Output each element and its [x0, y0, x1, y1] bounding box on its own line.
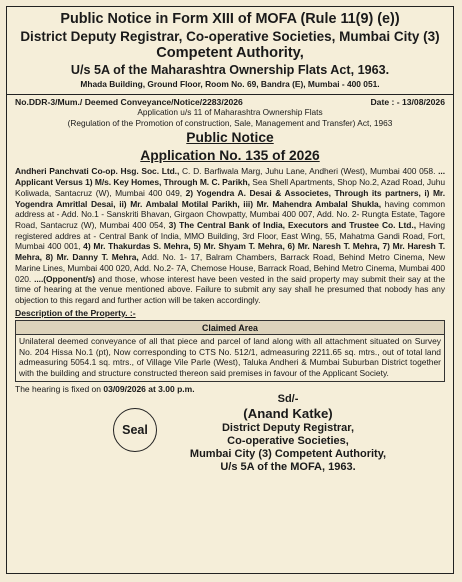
header-form-title: Public Notice in Form XIII of MOFA (Rule 11(9) (e)) [60, 11, 400, 27]
header-divider [7, 94, 453, 95]
notice-title: Public Notice [186, 130, 274, 145]
notice-body [15, 166, 445, 306]
seal-label: Seal [122, 422, 148, 437]
notice-instructions: and those, whose interest have been vested in the said property may submit their say at the time of hearing at the venue mentioned above. Failure to submit any say shall he presumed that nobody has any objection to this regard and further action will be taken accordingly. [15, 273, 445, 306]
application-subheader [15, 107, 445, 129]
header-act: U/s 5A of the Maharashtra Ownership Flats Act, 1963. [70, 62, 390, 77]
signatory-title-1: District Deputy Registrar, [221, 421, 355, 434]
claimed-area-box [15, 320, 445, 382]
header-competent-authority: Competent Authority, [156, 45, 304, 62]
signatory-name: (Anand Katke) [243, 405, 333, 421]
applicant-name: Andheri Panchvati Co-op. Hsg. Soc. Ltd., [15, 166, 180, 177]
signature-block [165, 393, 411, 475]
hearing-date-time: 03/09/2026 at 3.00 p.m. [103, 383, 195, 394]
header-address: Mhada Building, Ground Floor, Room No. 69, Bandra (E), Mumbai - 400 051. [80, 79, 380, 90]
hearing-prefix: The hearing is fixed on [15, 383, 104, 394]
seal-stamp [113, 408, 157, 452]
claimed-area-heading: Claimed Area [16, 321, 444, 335]
subheader-line-2: (Regulation of the Promotion of construction, Sale, Management and Transfer) Act, 1963 [67, 118, 393, 129]
opponents-label: ....(Opponent/s) [34, 273, 96, 284]
signatory-title-4: U/s 5A of the MOFA, 1963. [220, 461, 356, 474]
reference-row [15, 97, 445, 107]
header-authority: District Deputy Registrar, Co-operative Societies, Mumbai City (3) [20, 28, 440, 44]
opponent-1-name: ... Applicant Versus 1) M/s. Key Homes, Through M. C. Parikh, [15, 166, 445, 188]
signed-mark: Sd/- [277, 392, 299, 405]
application-number: Application No. 135 of 2026 [140, 147, 320, 163]
notice-header [15, 11, 445, 89]
opponents-4-8-names: 4) Mr. Thakurdas S. Mehra, 5) Mr. Shyam T. Mehra, 6) Mr. Naresh T. Mehra, 7) Mr. Haresh T. Mehra, 8) Mr. Danny T. Mehra, [15, 241, 445, 263]
opponent-2-name: 2) Yogendra A. Desai & Associetes, Through its partners, i) Mr. Yogendra Amritlal Desai, ii) Mr. Ambalal Motilal Parikh, iii) Mr. Mahendra Ambalal Shukla, [15, 187, 445, 209]
opponents-4-8-address: Add. No. 1- 17, Balram Chambers, Barrack Road, Behind Metro Cinema, New Marine Lines, Mumbai 400 020, Add. No.2- 7A, Chemose House, Barrack Road, Behind Metro Cinema, Mumbai 400 020. [15, 252, 445, 284]
reference-number: No.DDR-3/Mum./ Deemed Conveyance/Notice/2283/2026 [15, 97, 243, 108]
claimed-area-text: Unilateral deemed conveyance of all that piece and parcel of land along with all attachment situated on Survey No. 204 Hissa No.1 (pt), Now corresponding to CTS No. 512/1, admeasuring 2211.65 sq. mtrs., out of total land admeasuring 5054.1 sq. mtrs., of Village Vile Parle (West), Taluka Andheri & Mumbai Suburban District together with the building and structure constructed thereon said premises in favour of the Applicant Society. [19, 335, 441, 379]
public-notice [6, 6, 454, 574]
signatory-title-2: Co-operative Societies, [227, 435, 349, 448]
subheader-line-1: Application u/s 11 of Maharashtra Ownership Flats [137, 107, 323, 118]
opponent-3-address: Having registered addres at - Central Bank of India, MMO Building, 3rd Floor, East Wing, 55, Mahatma Gandi Road, Fort, Mumbai 400 001, [15, 219, 446, 252]
opponent-1-address: Sea Shell Apartments, Shop No.2, Azad Road, Juhu Koliwada, Santacruz (W), Mumbai 400 049, [15, 177, 445, 198]
applicant-address: C. D. Barfiwala Marg, Juhu Lane, Andheri (West), Mumbai 400 058. [179, 166, 439, 177]
property-description-heading: Description of the Property. :- [15, 307, 136, 318]
reference-date: Date : - 13/08/2026 [370, 97, 445, 108]
opponent-3-name: 3) The Central Bank of India, Executors and Trustee Co. Ltd., [168, 219, 416, 230]
signatory-title-3: Mumbai City (3) Competent Authority, [189, 448, 387, 461]
signature-section [15, 394, 445, 524]
opponent-2-address: having common address at - Add. No.1 - Sanskriti Bhavan, Girgaon Chowpatty, Mumbai 400 007, Add. No. 2- Rungta Estate, Tagore Road, Santacruz (W), Mumbai 400 054, [15, 198, 445, 230]
